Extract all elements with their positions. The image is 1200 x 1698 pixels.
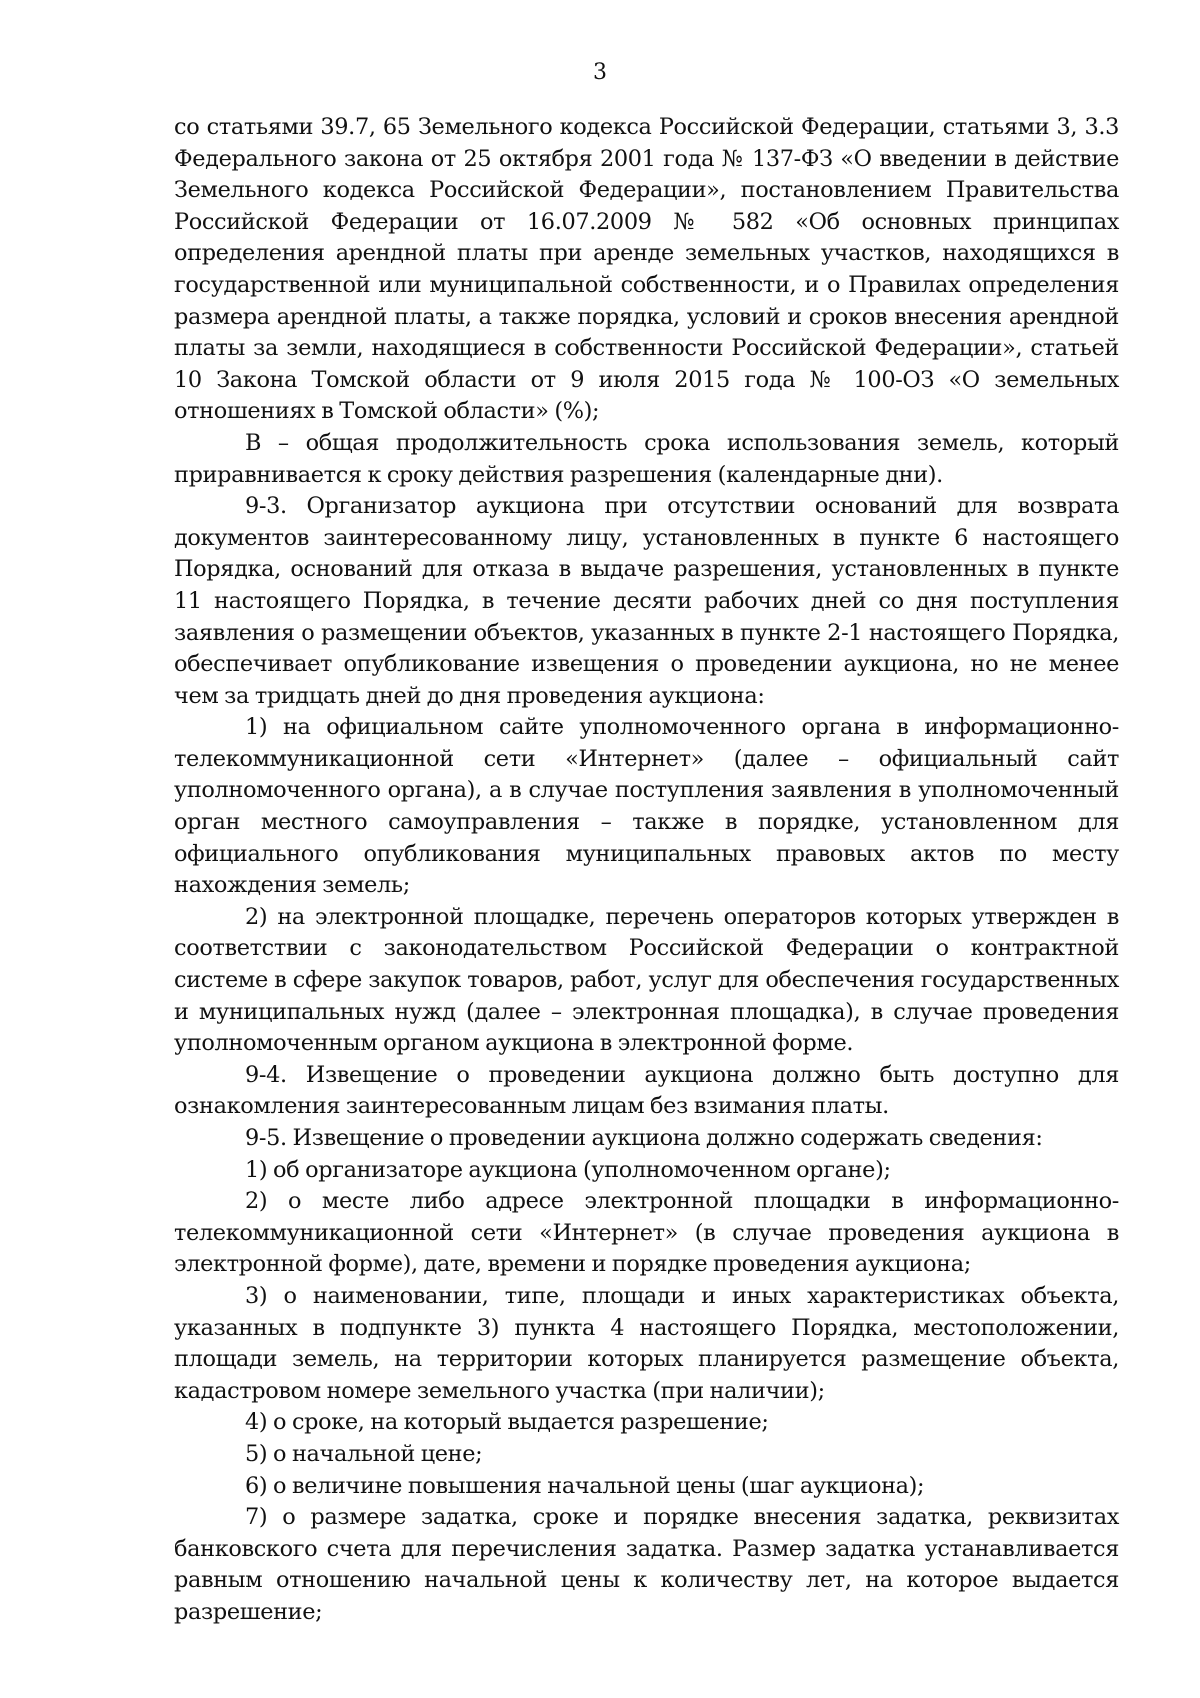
document-body: [174, 112, 1119, 1629]
paragraph-9-5-item-3: 3) о наименовании, типе, площади и иных характеристиках объекта, указанных в подпункте 3) пункта 4 настоящего Порядка, местоположении, площади земель, на территории которых планируется размещение объекта, кадастровом номере земельного участка (при наличии);: [174, 1282, 1119, 1404]
paragraph-9-3-item-2: 2) на электронной площадке, перечень операторов которых утвержден в соответствии с законодательством Российской Федерации о контрактной системе в сфере закупок товаров, работ, услуг для обеспечения государственных и муниципальных нужд (далее – электронная площадка), в случае проведения уполномоченным органом аукциона в электронной форме.: [174, 903, 1119, 1057]
paragraph-9-4: 9-4. Извещение о проведении аукциона должно быть доступно для ознакомления заинтересованным лицам без взимания платы.: [174, 1061, 1119, 1120]
paragraph-definition-b: В – общая продолжительность срока использования земель, который приравнивается к сроку действия разрешения (календарные дни).: [174, 429, 1119, 488]
paragraph-9-5-item-2: 2) о месте либо адресе электронной площадки в информационно-телекоммуникационной сети «Интернет» (в случае проведения аукциона в электронной форме), дате, времени и порядке проведения аукциона;: [174, 1188, 1119, 1278]
page-number: 3: [593, 60, 607, 85]
paragraph-9-5-item-5: 5) о начальной цене;: [245, 1440, 483, 1467]
paragraph-9-5-item-4: 4) о сроке, на который выдается разрешение;: [245, 1409, 769, 1436]
paragraph-9-5: 9-5. Извещение о проведении аукциона должно содержать сведения:: [245, 1125, 1043, 1151]
paragraph-9-5-item-6: 6) о величине повышения начальной цены (шаг аукциона);: [245, 1472, 925, 1499]
paragraph-9-5-item-1: 1) об организаторе аукциона (уполномоченном органе);: [245, 1156, 891, 1183]
paragraph-9-3: 9-3. Организатор аукциона при отсутствии оснований для возврата документов заинтересованному лицу, установленных в пункте 6 настоящего Порядка, оснований для отказа в выдаче разрешения, установленных в пункте 11 настоящего Порядка, в течение десяти рабочих дней со дня поступления заявления о размещении объектов, указанных в пункте 2-1 настоящего Порядка, обеспечивает опубликование извещения о проведении аукциона, но не менее чем за тридцать дней до дня проведения аукциона:: [174, 493, 1119, 709]
paragraph-9-3-item-1: 1) на официальном сайте уполномоченного органа в информационно-телекоммуникационной сети «Интернет» (далее – официальный сайт уполномоченного органа), а в случае поступления заявления в уполномоченный орган местного самоуправления – также в порядке, установленном для официального опубликования муниципальных правовых актов по месту нахождения земель;: [174, 714, 1119, 899]
paragraph-continuation: со статьями 39.7, 65 Земельного кодекса Российской Федерации, статьями 3, 3.3 Федерального закона от 25 октября 2001 года № 137-ФЗ «О введении в действие Земельного кодекса Российской Федерации», постановлением Правительства Российской Федерации от 16.07.2009 № 582 «Об основных принципах определения арендной платы при аренде земельных участков, находящихся в государственной или муниципальной собственности, и о Правилах определения размера арендной платы, а также порядка, условий и сроков внесения арендной платы за земли, находящиеся в собственности Российской Федерации», статьей 10 Закона Томской области от 9 июля 2015 года № 100-ОЗ «О земельных отношениях в Томской области» (%);: [174, 114, 1119, 425]
paragraph-9-5-item-7: 7) о размере задатка, сроке и порядке внесения задатка, реквизитах банковского счета для перечисления задатка. Размер задатка устанавливается равным отношению начальной цены к количеству лет, на которое выдается разрешение;: [174, 1504, 1119, 1625]
